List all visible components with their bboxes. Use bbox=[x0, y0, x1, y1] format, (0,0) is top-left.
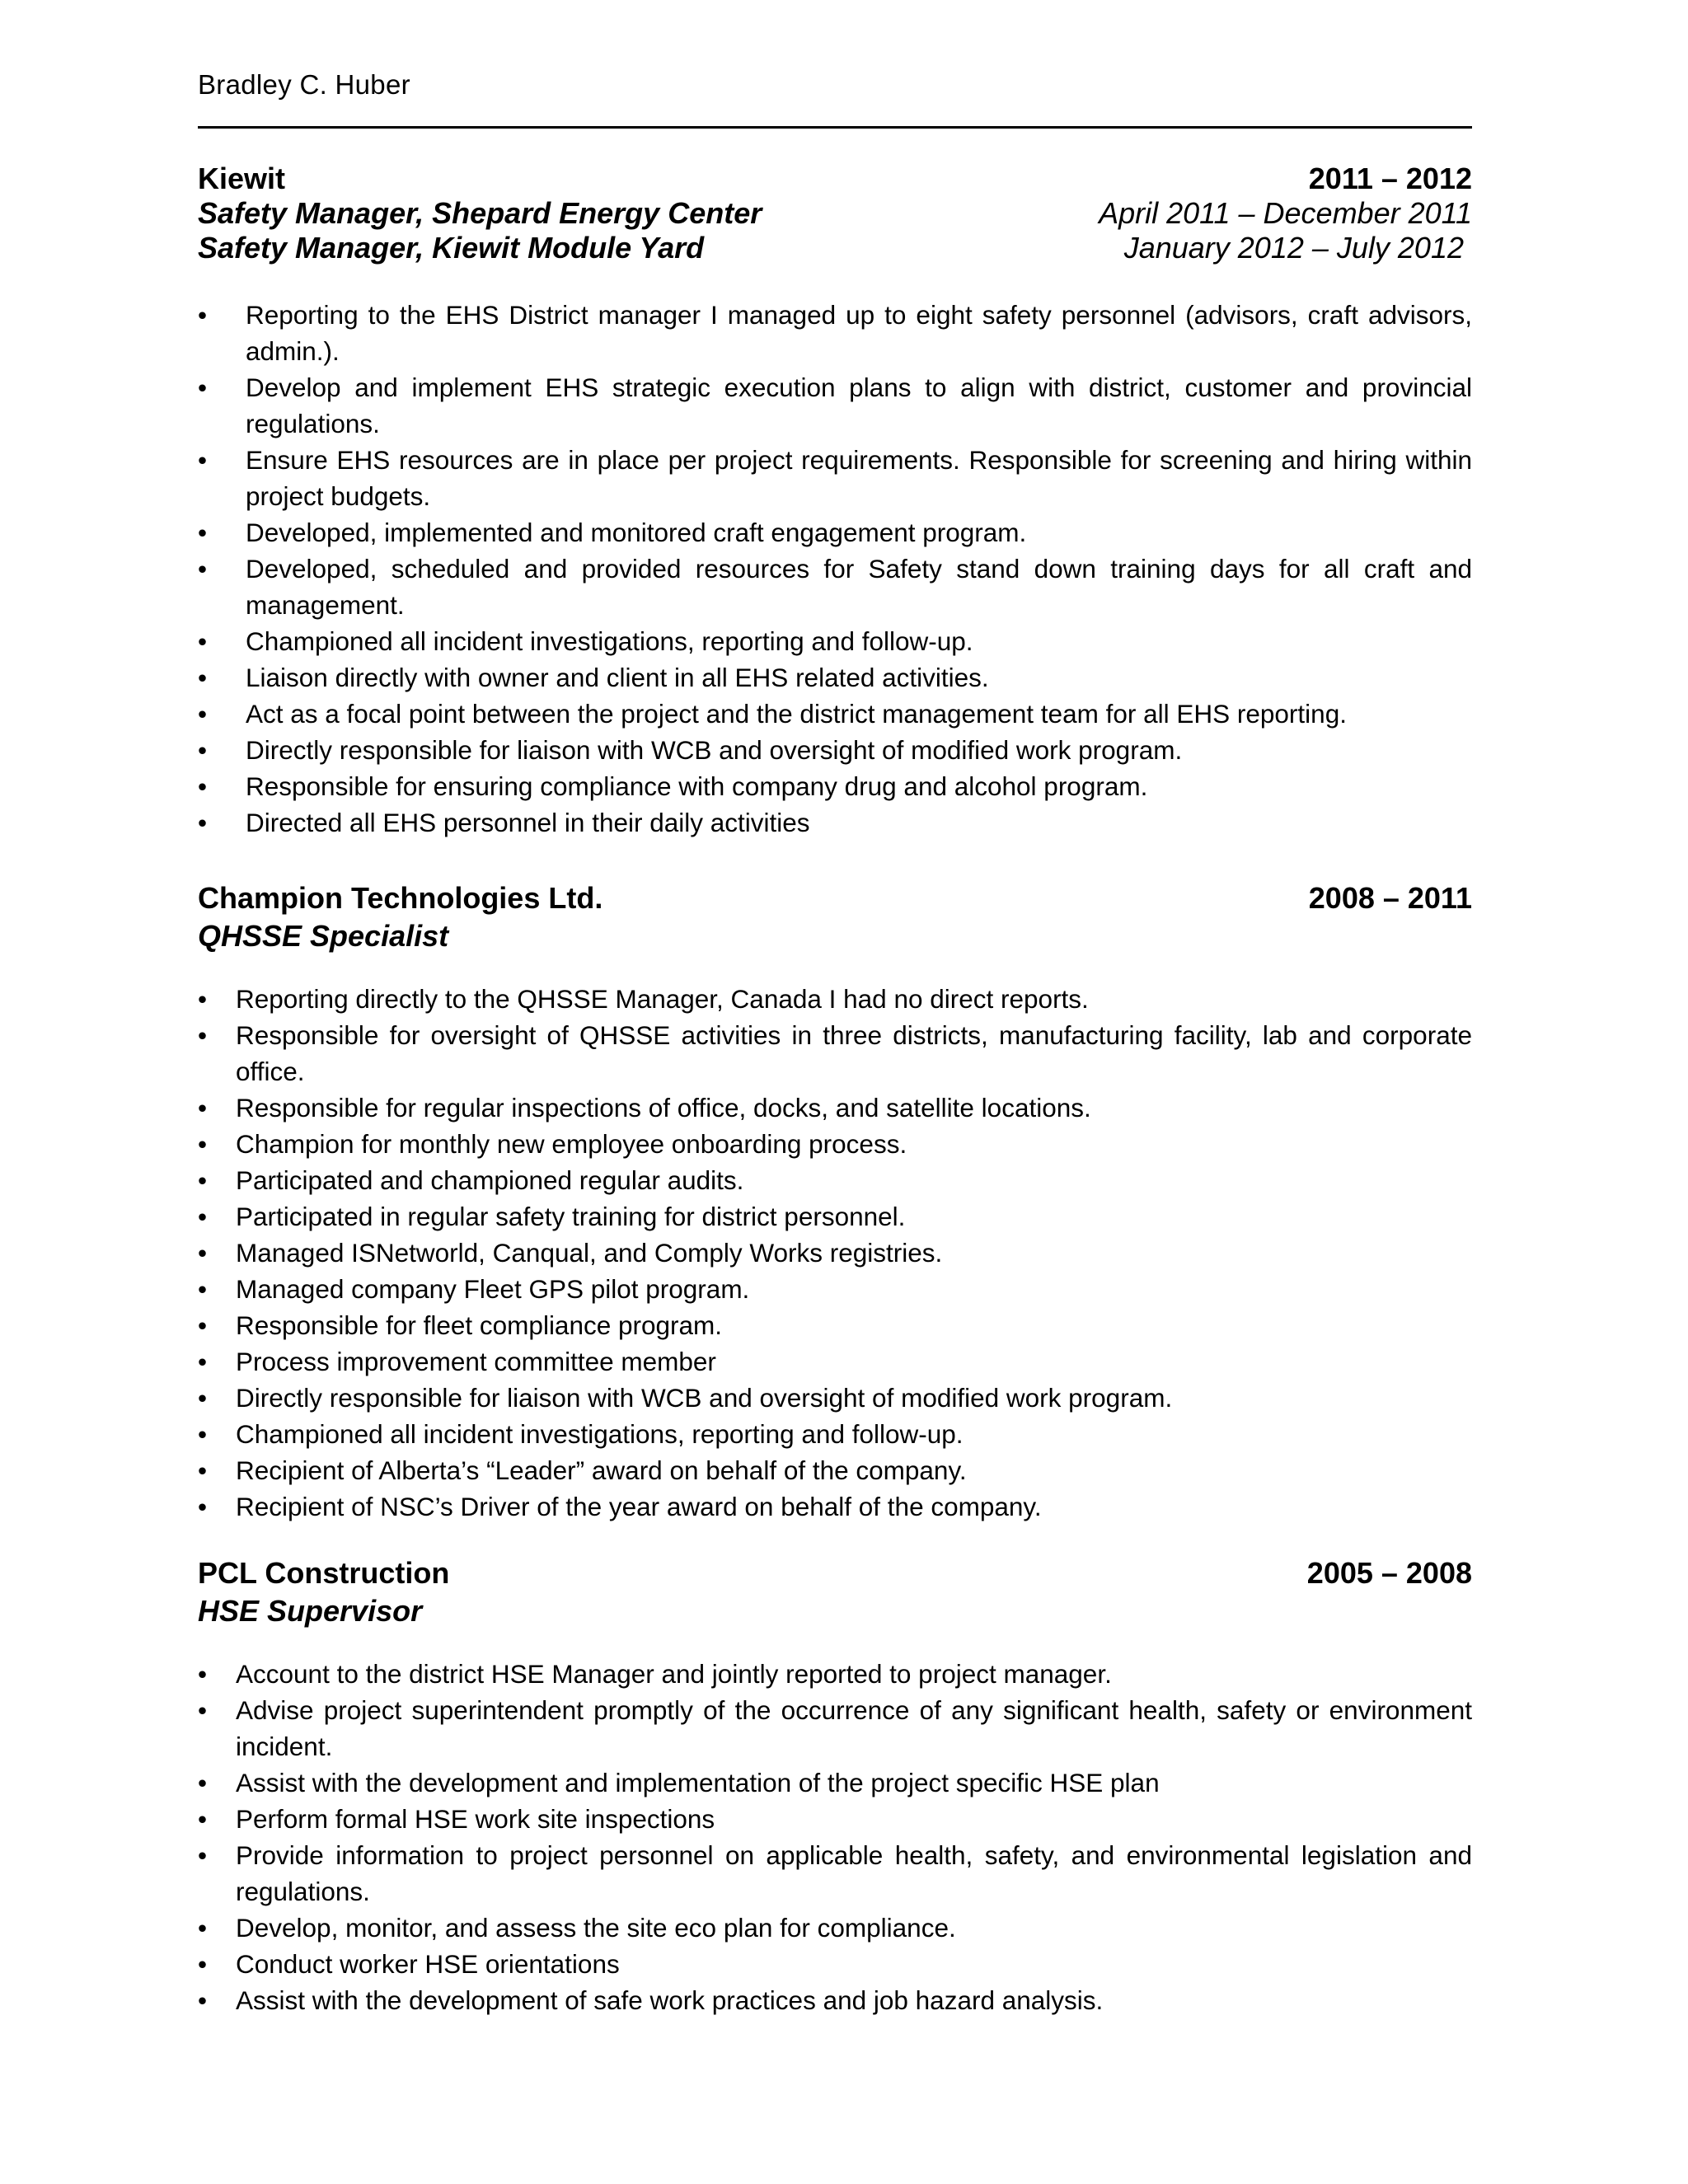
job-heading bbox=[198, 162, 1472, 196]
role-row bbox=[198, 919, 1472, 954]
job-section-pcl bbox=[198, 1556, 1472, 1629]
list-item: • Account to the district HSE Manager and jointly reported to project manager. bbox=[198, 1659, 1112, 1689]
header-name: Bradley C. Huber bbox=[198, 69, 410, 100]
list-item: • Developed, scheduled and provided resources for Safety stand down training days for all craft and management. bbox=[198, 554, 1472, 620]
job-section-kiewit bbox=[198, 162, 1472, 265]
role-dates: January 2012 – July 2012 bbox=[1123, 231, 1464, 265]
list-item: • Ensure EHS resources are in place per project requirements. Responsible for screening and hiring within project budgets. bbox=[198, 445, 1472, 511]
job-years: 2011 – 2012 bbox=[1308, 162, 1472, 195]
header-divider bbox=[198, 126, 1472, 129]
list-item: • Provide information to project personnel on applicable health, safety, and environmental legislation and regulations. bbox=[198, 1840, 1472, 1906]
list-item: • Responsible for oversight of QHSSE activities in three districts, manufacturing facility, lab and corporate office. bbox=[198, 1020, 1472, 1086]
list-item: • Managed company Fleet GPS pilot program. bbox=[198, 1274, 750, 1304]
list-item: • Process improvement committee member bbox=[198, 1347, 716, 1376]
role-row bbox=[198, 1594, 1472, 1629]
job-years: 2005 – 2008 bbox=[1306, 1556, 1472, 1590]
role-title: Safety Manager, Shepard Energy Center bbox=[198, 196, 762, 230]
list-item: • Directed all EHS personnel in their daily activities bbox=[198, 808, 810, 837]
role-row bbox=[198, 231, 1472, 265]
list-item: • Responsible for ensuring compliance with company drug and alcohol program. bbox=[198, 771, 1148, 801]
list-item: • Responsible for regular inspections of office, docks, and satellite locations. bbox=[198, 1093, 1091, 1122]
bullet-list-champion bbox=[198, 981, 1472, 1525]
job-section-champion bbox=[198, 881, 1472, 954]
list-item: • Participated in regular safety training for district personnel. bbox=[198, 1202, 906, 1231]
company-name: Kiewit bbox=[198, 162, 286, 195]
company-name: PCL Construction bbox=[198, 1556, 450, 1590]
company-name: Champion Technologies Ltd. bbox=[198, 881, 603, 915]
list-item: • Recipient of NSC’s Driver of the year award on behalf of the company. bbox=[198, 1492, 1042, 1521]
list-item: • Perform formal HSE work site inspections bbox=[198, 1804, 715, 1834]
role-title: QHSSE Specialist bbox=[198, 919, 449, 953]
list-item: • Championed all incident investigations, reporting and follow-up. bbox=[198, 626, 973, 656]
list-item: • Develop and implement EHS strategic execution plans to align with district, customer and provincial regulations. bbox=[198, 373, 1472, 438]
list-item: • Assist with the development and implementation of the project specific HSE plan bbox=[198, 1768, 1160, 1797]
bullet-list-pcl bbox=[198, 1656, 1472, 2018]
list-item: • Directly responsible for liaison with WCB and oversight of modified work program. bbox=[198, 1383, 1173, 1413]
list-item: • Directly responsible for liaison with WCB and oversight of modified work program. bbox=[198, 735, 1183, 765]
list-item: • Recipient of Alberta’s “Leader” award on behalf of the company. bbox=[198, 1455, 967, 1485]
list-item: • Reporting directly to the QHSSE Manager, Canada I had no direct reports. bbox=[198, 984, 1089, 1014]
list-item: • Responsible for fleet compliance program. bbox=[198, 1310, 723, 1340]
list-item: • Championed all incident investigations, reporting and follow-up. bbox=[198, 1419, 964, 1449]
list-item: • Participated and championed regular audits. bbox=[198, 1165, 744, 1195]
list-item: • Assist with the development of safe work practices and job hazard analysis. bbox=[198, 1985, 1104, 2015]
role-row bbox=[198, 196, 1472, 231]
list-item: • Champion for monthly new employee onboarding process. bbox=[198, 1129, 907, 1159]
bullet-list-kiewit bbox=[198, 297, 1472, 841]
list-item: • Liaison directly with owner and client in all EHS related activities. bbox=[198, 663, 989, 692]
role-title: Safety Manager, Kiewit Module Yard bbox=[198, 231, 705, 265]
role-title: HSE Supervisor bbox=[198, 1594, 423, 1628]
list-item: • Reporting to the EHS District manager I managed up to eight safety personnel (advisors, craft advisors, admin.). bbox=[198, 300, 1472, 366]
list-item: • Conduct worker HSE orientations bbox=[198, 1949, 620, 1979]
list-item: • Managed ISNetworld, Canqual, and Comply Works registries. bbox=[198, 1238, 943, 1268]
role-dates: April 2011 – December 2011 bbox=[1099, 196, 1472, 230]
job-heading bbox=[198, 1556, 1472, 1591]
list-item: • Advise project superintendent promptly of the occurrence of any significant health, safety or environment incident. bbox=[198, 1695, 1472, 1761]
job-heading bbox=[198, 881, 1472, 916]
list-item: • Act as a focal point between the project and the district management team for all EHS reporting. bbox=[198, 699, 1347, 729]
list-item: • Developed, implemented and monitored craft engagement program. bbox=[198, 518, 1027, 547]
job-years: 2008 – 2011 bbox=[1308, 881, 1472, 915]
list-item: • Develop, monitor, and assess the site eco plan for compliance. bbox=[198, 1913, 956, 1943]
